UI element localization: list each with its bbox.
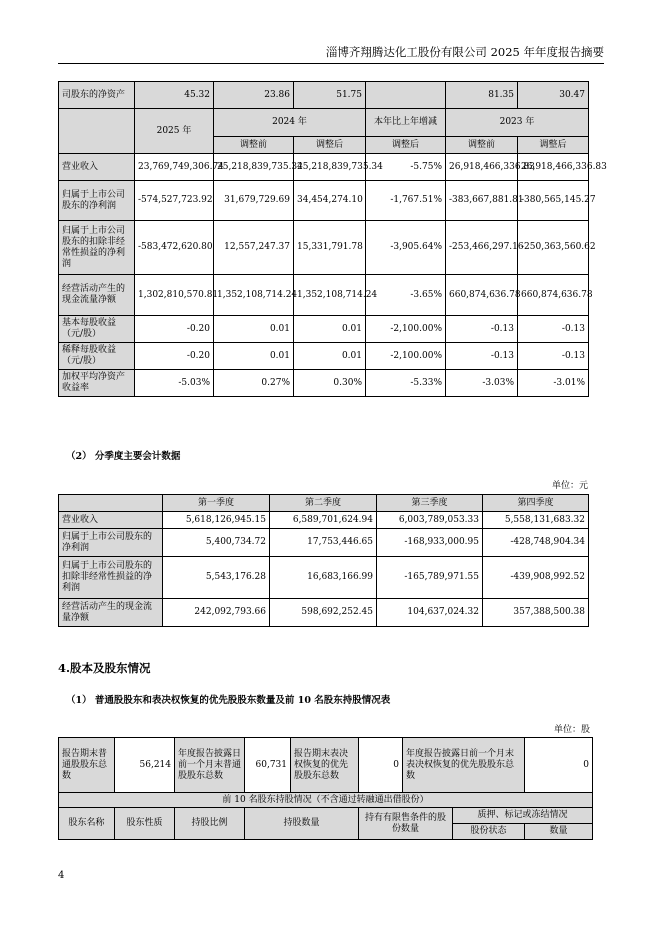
header-after: 调整后 (294, 137, 366, 154)
cell: -0.20 (135, 343, 214, 370)
shareholders-table (58, 737, 593, 840)
label-preferred-shareholders: 报告期末表决权恢复的优先股股东总数 (291, 738, 359, 793)
table-row (59, 557, 589, 599)
header-blank (59, 109, 135, 154)
header-change: 本年比上年增减 (366, 109, 446, 137)
cell: -5.03% (135, 370, 214, 397)
cell: 5,543,176.28 (163, 557, 270, 599)
label-prev-month-shareholders: 年度报告披露日前一个月末普通股股东总数 (175, 738, 245, 793)
table-row (59, 512, 589, 529)
cell (366, 82, 446, 109)
row-label: 营业收入 (59, 512, 163, 529)
cell: 6,003,789,053.33 (377, 512, 483, 529)
cell: -5.75% (366, 154, 446, 181)
cell: 660,874,636.78 (446, 275, 518, 316)
col-nature: 股东性质 (115, 808, 175, 840)
header-q3: 第三季度 (377, 495, 483, 512)
cell: -5.33% (366, 370, 446, 397)
quarterly-table (58, 494, 589, 627)
cell: 34,454,274.10 (294, 181, 366, 221)
col-amount: 数量 (525, 824, 593, 840)
cell: 0.01 (214, 316, 294, 343)
row-label: 营业收入 (59, 154, 135, 181)
cell: 23,769,749,306.74 (135, 154, 214, 181)
cell: -1,767.51% (366, 181, 446, 221)
cell: 15,331,791.78 (294, 221, 366, 275)
cell: -0.13 (446, 343, 518, 370)
key-financials-table (58, 81, 607, 397)
row-label: 归属于上市公司股东的净利润 (59, 181, 135, 221)
row-label: 经营活动产生的现金流量净额 (59, 275, 135, 316)
value-preferred-shareholders: 0 (359, 738, 403, 793)
cell: 1,352,108,714.24 (294, 275, 366, 316)
cell: -428,748,904.34 (483, 529, 589, 557)
table-row (59, 529, 589, 557)
cell: 25,218,839,735.34 (294, 154, 366, 181)
header-2024: 2024 年 (214, 109, 366, 137)
value-prev-month-shareholders: 60,731 (245, 738, 291, 793)
cell: -253,466,297.16 (446, 221, 518, 275)
label-prev-month-preferred: 年度报告披露日前一个月末表决权恢复的优先股股东总数 (403, 738, 525, 793)
row-label: 加权平均净资产收益率 (59, 370, 135, 397)
header-rule (58, 63, 604, 64)
header-2023: 2023 年 (446, 109, 589, 137)
section-quarterly-title: （2） 分季度主要会计数据 (66, 451, 181, 462)
cell: 660,874,636.78 (518, 275, 589, 316)
table-row (59, 221, 589, 275)
table-row (59, 154, 589, 181)
col-name: 股东名称 (59, 808, 115, 840)
unit-label: 单位：元 (551, 481, 588, 491)
cell: -2,100.00% (366, 316, 446, 343)
label-total-shareholders: 报告期末普通股股东总数 (59, 738, 115, 793)
cell: -168,933,000.95 (377, 529, 483, 557)
value-prev-month-preferred: 0 (525, 738, 593, 793)
header-q4: 第四季度 (483, 495, 589, 512)
cell: 242,092,793.66 (163, 599, 270, 627)
cell: -0.13 (518, 343, 589, 370)
value-total-shareholders: 56,214 (115, 738, 175, 793)
cell: 1,352,108,714.24 (214, 275, 294, 316)
header-q2: 第二季度 (270, 495, 377, 512)
cell: 5,618,126,945.15 (163, 512, 270, 529)
cell: -0.13 (446, 316, 518, 343)
col-pledge: 质押、标记或冻结情况 (453, 808, 593, 824)
unit-label-shares: 单位：股 (553, 725, 590, 735)
cell: 16,683,166.99 (270, 557, 377, 599)
row-label: 基本每股收益（元/股） (59, 316, 135, 343)
table-row (59, 599, 589, 627)
col-ratio: 持股比例 (175, 808, 245, 840)
header-before-2023: 调整前 (446, 137, 518, 154)
cell: -0.13 (518, 316, 589, 343)
header-before: 调整前 (214, 137, 294, 154)
cell: -383,667,881.81 (446, 181, 518, 221)
row-label: 归属于上市公司股东的扣除非经常性损益的净利润 (59, 557, 163, 599)
col-restricted: 持有有限售条件的股份数量 (359, 808, 453, 840)
cell: -574,527,723.92 (135, 181, 214, 221)
header-after-change: 调整后 (366, 137, 446, 154)
cell: 0.27% (214, 370, 294, 397)
table-row (59, 275, 589, 316)
cell: 51.75 (294, 82, 366, 109)
cell: 5,400,734.72 (163, 529, 270, 557)
table-row (59, 343, 589, 370)
cell: 6,589,701,624.94 (270, 512, 377, 529)
row-label: 稀释每股收益（元/股） (59, 343, 135, 370)
col-status: 股份状态 (453, 824, 525, 840)
row-label: 归属于上市公司股东的净利润 (59, 529, 163, 557)
cell: 104,637,024.32 (377, 599, 483, 627)
cell: -0.20 (135, 316, 214, 343)
cell: 0.01 (214, 343, 294, 370)
cell: 0.01 (294, 316, 366, 343)
col-qty: 持股数量 (245, 808, 359, 840)
cell: -3.65% (366, 275, 446, 316)
cell: 17,753,446.65 (270, 529, 377, 557)
header-q1: 第一季度 (163, 495, 270, 512)
cell: -3.03% (446, 370, 518, 397)
page-number: 4 (58, 870, 65, 881)
cell: 45.32 (135, 82, 214, 109)
cell: 598,692,252.45 (270, 599, 377, 627)
cell: 30.47 (518, 82, 589, 109)
top10-title: 前 10 名股东持股情况（不含通过转融通出借股份） (59, 793, 593, 808)
report-header: 淄博齐翔腾达化工股份有限公司 2025 年年度报告摘要 (325, 45, 604, 59)
cell: -3,905.64% (366, 221, 446, 275)
section-4-1-title: （1） 普通股股东和表决权恢复的优先股股东数量及前 10 名股东持股情况表 (66, 695, 391, 706)
cell: -439,908,992.52 (483, 557, 589, 599)
cell: -380,565,145.27 (518, 181, 589, 221)
row-label: 司股东的净资产 (59, 82, 135, 109)
cell: -3.01% (518, 370, 589, 397)
cell: 0.01 (294, 343, 366, 370)
row-label: 经营活动产生的现金流量净额 (59, 599, 163, 627)
header-2025: 2025 年 (135, 109, 214, 154)
cell: -583,472,620.80 (135, 221, 214, 275)
header-blank (59, 495, 163, 512)
section-4-title: 4.股本及股东情况 (58, 661, 151, 675)
cell: 31,679,729.69 (214, 181, 294, 221)
table-row (59, 181, 589, 221)
cell: 23.86 (214, 82, 294, 109)
cell: 25,218,839,735.34 (214, 154, 294, 181)
table-row (59, 316, 589, 343)
cell: -2,100.00% (366, 343, 446, 370)
cell: 0.30% (294, 370, 366, 397)
cell: 5,558,131,683.32 (483, 512, 589, 529)
cell: 12,557,247.37 (214, 221, 294, 275)
cell: -165,789,971.55 (377, 557, 483, 599)
row-label: 归属于上市公司股东的扣除非经常性损益的净利润 (59, 221, 135, 275)
cell: 357,388,500.38 (483, 599, 589, 627)
header-after-2023: 调整后 (518, 137, 589, 154)
cell: 1,302,810,570.81 (135, 275, 214, 316)
cell: 81.35 (446, 82, 518, 109)
cell: -250,363,560.62 (518, 221, 589, 275)
table-row (59, 370, 589, 397)
cell: 26,918,466,336.83 (446, 154, 518, 181)
table-row (59, 82, 589, 109)
cell: 26,918,466,336.83 (518, 154, 589, 181)
